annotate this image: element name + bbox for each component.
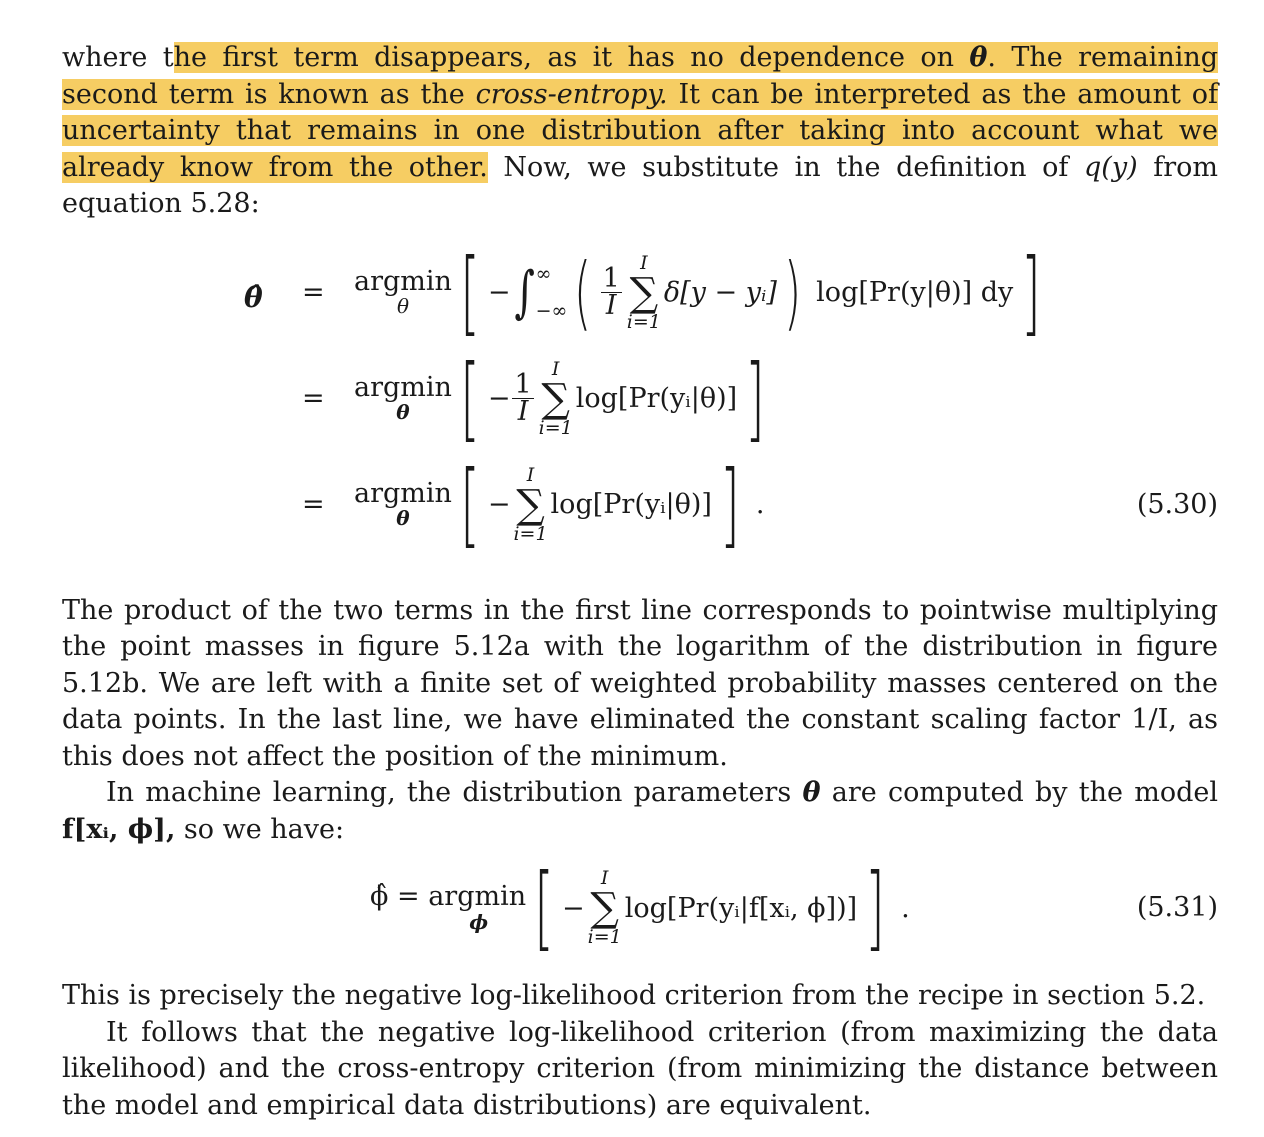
highlight-text-1: he first term disappears, as it has no dependence on bbox=[173, 42, 970, 73]
highlight-text-3: It can be interpreted as the amount of uncertainty that remains in one distribution after taking into account what we already know from the other. bbox=[62, 78, 1218, 183]
log-term-1: log[Pr(y|θ)] dy bbox=[816, 277, 1014, 308]
text-post-2: from equation 5.28: bbox=[62, 151, 1218, 219]
bracket-left: [ bbox=[460, 450, 480, 558]
minus-sign: − bbox=[562, 892, 585, 924]
q-of-y: q(y) bbox=[1084, 151, 1138, 183]
summation: I ∑ i=1 bbox=[587, 867, 622, 948]
fraction-1-over-I: $\frac{1}{I}$ bbox=[514, 369, 532, 427]
argmin-op: argmin θ bbox=[354, 477, 452, 531]
bracket-right: ] bbox=[745, 344, 765, 452]
equals-sign: = bbox=[302, 276, 325, 308]
text-post: Now, we substitute in the definition of bbox=[487, 151, 1085, 183]
summation: I ∑ i=1 bbox=[538, 357, 573, 439]
paren-left: ( bbox=[574, 245, 592, 339]
equals-sign: = bbox=[302, 488, 325, 520]
bracket-right: ] bbox=[1021, 238, 1042, 346]
argmin-op: ϕ̂ = argmin ϕ bbox=[370, 881, 527, 934]
minus-sign: − bbox=[487, 277, 511, 308]
delta-term: δ[y − yᵢ] bbox=[663, 277, 777, 308]
equation-5-31 bbox=[62, 848, 1218, 978]
summation: I ∑ i=1 bbox=[513, 463, 548, 545]
paragraph-ml: In machine learning, the distribution parameters θ are computed by the model f[xᵢ, ϕ], so we have: bbox=[62, 777, 1219, 845]
argmin-op: argmin θ bbox=[354, 265, 452, 319]
argmin-op: argmin θ bbox=[354, 371, 452, 425]
paragraph-intro bbox=[62, 40, 1218, 223]
minus-sign: − bbox=[487, 383, 511, 414]
theta-hat: θ̂ bbox=[244, 280, 263, 314]
cross-entropy-term: cross-entropy. bbox=[475, 78, 668, 110]
paren-right: ) bbox=[783, 245, 802, 339]
minus-sign: − bbox=[487, 489, 511, 520]
period: . bbox=[901, 892, 910, 924]
theta-symbol: θ bbox=[802, 777, 821, 808]
fraction-1-over-I: $\frac{1}{I}$ bbox=[602, 263, 620, 321]
log-term-2: log[Pr(yᵢ|θ)] bbox=[575, 383, 738, 414]
eq-line-2-body bbox=[354, 344, 773, 452]
model-expression: f[xᵢ, ϕ], bbox=[62, 813, 176, 845]
highlight-text-2: . The remaining second term is known as the bbox=[62, 42, 1219, 110]
bracket-left: [ bbox=[460, 238, 480, 346]
period: . bbox=[755, 489, 765, 520]
text-pre: where t bbox=[62, 42, 174, 73]
bracket-left: [ bbox=[460, 344, 480, 452]
summation: I ∑ i=1 bbox=[626, 251, 661, 333]
bracket-left: [ bbox=[534, 854, 554, 961]
eq-line-3 bbox=[302, 489, 325, 520]
equals-sign: = bbox=[302, 382, 325, 414]
bracket-right: ] bbox=[865, 854, 886, 961]
equation-number: (5.30) bbox=[1136, 488, 1218, 520]
eq-line-2 bbox=[302, 383, 325, 414]
log-term-3: log[Pr(yᵢ|θ)] bbox=[550, 489, 712, 520]
theta-symbol: θ bbox=[969, 42, 988, 73]
eq-5-31-body bbox=[370, 854, 910, 961]
equation-number: (5.31) bbox=[1136, 892, 1218, 923]
eq-line-3-body bbox=[354, 450, 765, 558]
paragraph-product: The product of the two terms in the first line corresponds to pointwise multiplying the point masses in figure 5.12a with the logarithm of the distribution in figure 5.12b. We are left with a finite set of weighted probability masses centered on the data points. In the last line, we have eliminated the constant scaling factor 1/I, as this does not affect the position of the minimum. bbox=[62, 594, 1218, 772]
paragraph-equivalence: It follows that the negative log-likelihood criterion (from maximizing the data likelihood) and the cross-entropy criterion (from minimizing the distance between the model and empirical data distributions) are equivalent. bbox=[62, 1016, 1218, 1121]
bracket-right: ] bbox=[720, 450, 740, 558]
paragraph-nll: This is precisely the negative log-likelihood criterion from the recipe in section 5.2. bbox=[62, 980, 1206, 1011]
equation-5-30 bbox=[62, 223, 1218, 593]
eq-line-1 bbox=[302, 277, 325, 308]
integral: ∫ ∞ −∞ bbox=[514, 259, 568, 325]
eq-line-1-body bbox=[354, 238, 1049, 346]
page bbox=[62, 40, 1218, 1124]
log-term: log[Pr(yᵢ|f[xᵢ, ϕ])] bbox=[624, 892, 858, 924]
